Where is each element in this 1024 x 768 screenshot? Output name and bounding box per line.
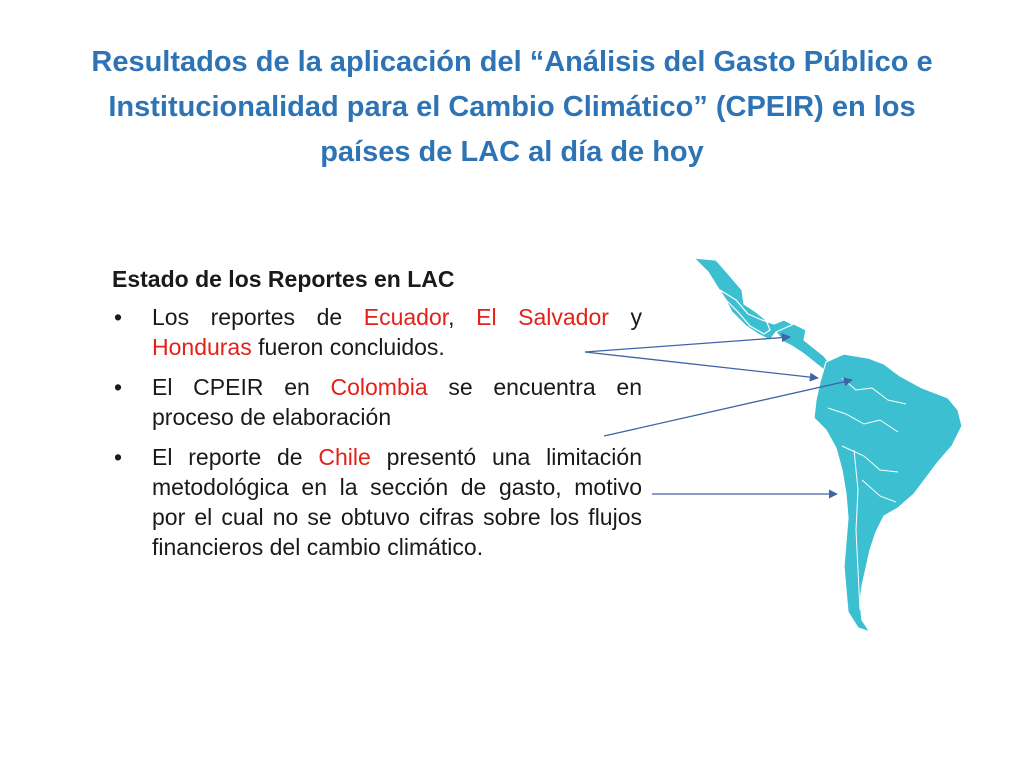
bullet-text: presentó una limitación metodológica en la sección de gasto, motivo por el cual no se obtuvo cifras sobre los flujos financieros del cambio climático. (152, 444, 642, 560)
arrow-to-ecuador (585, 352, 818, 378)
bullet-text: El CPEIR en (152, 374, 331, 400)
title-line-2: Institucionalidad para el Cambio Climático” (CPEIR) en los (108, 91, 916, 123)
country-colombia: Colombia (330, 374, 428, 400)
bullet-text: El reporte de (152, 444, 319, 470)
country-ecuador: Ecuador (363, 304, 449, 330)
bullet-text: fueron concluidos. (251, 334, 445, 360)
bullet-text: Los reportes de (152, 304, 364, 330)
separator: , (448, 304, 477, 330)
bullet-dot: • (114, 444, 123, 470)
title-line-3: países de LAC al día de hoy (320, 136, 704, 168)
separator: y (608, 304, 642, 330)
country-el-salvador: El Salvador (476, 304, 609, 330)
country-honduras: Honduras (152, 334, 252, 360)
title-line-1: Resultados de la aplicación del “Análisis del Gasto Público e (91, 46, 933, 78)
bullet-text: se encuentra en proceso de elaboración (152, 374, 642, 430)
country-chile: Chile (318, 444, 371, 470)
arrow-to-el-salvador-honduras (585, 337, 790, 352)
bullet-dot: • (114, 304, 123, 330)
section-subtitle: Estado de los Reportes en LAC (112, 266, 455, 292)
bullet-dot: • (114, 374, 123, 400)
arrow-to-colombia (604, 380, 852, 436)
